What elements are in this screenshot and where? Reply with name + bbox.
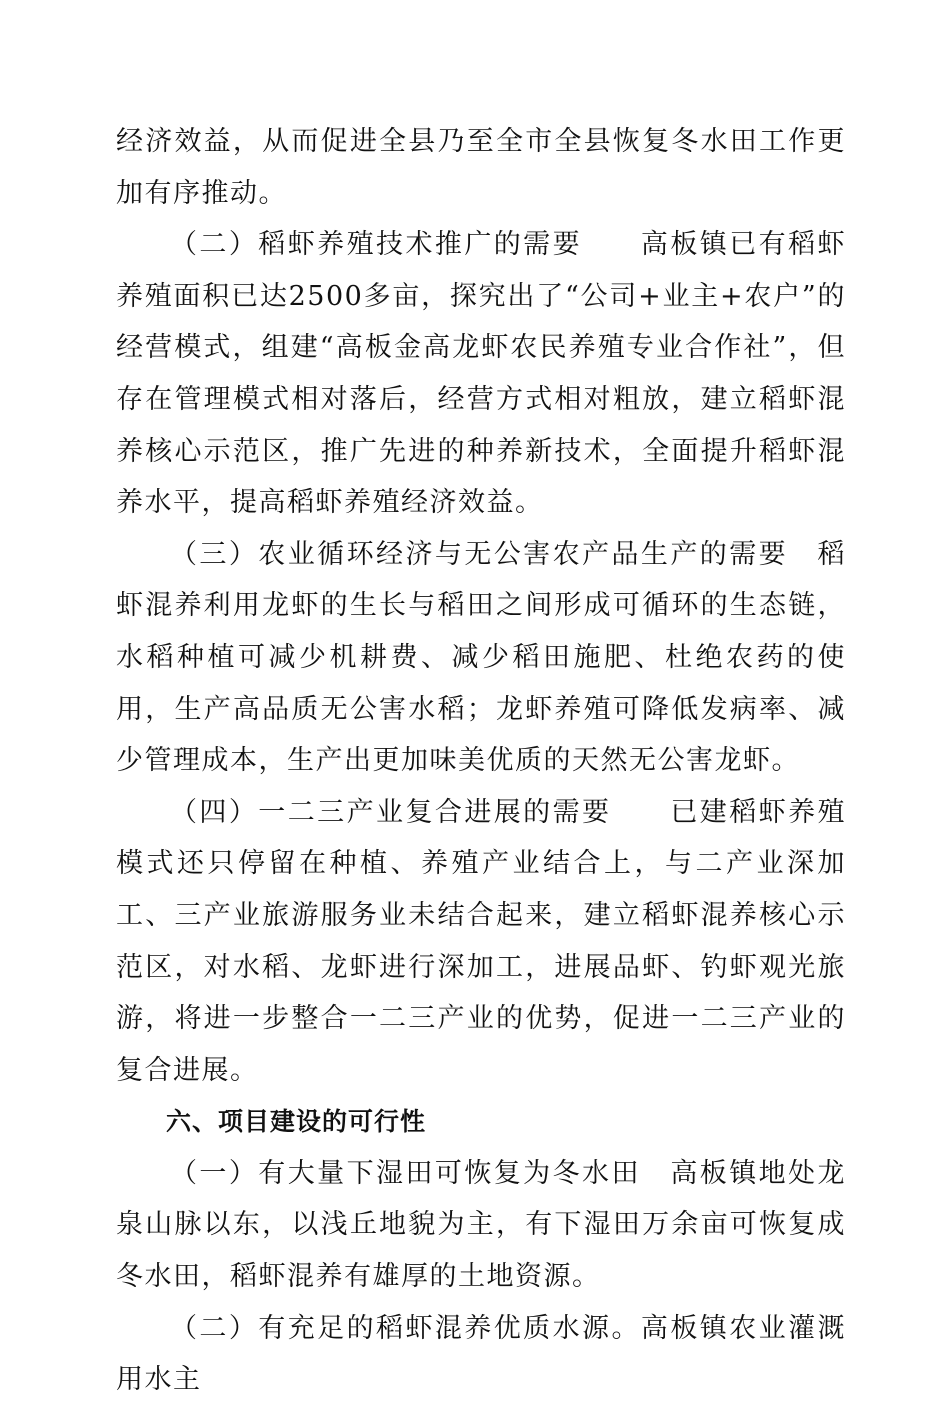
- paragraph-industry-integration: （四）一二三产业复合进展的需要 已建稻虾养殖模式还只停留在种植、养殖产业结合上，与二产业深加工、三产业旅游服务业未结合起来，建立稻虾混养核心示范区，对水稻、龙虾进行深加工，进展品虾、钓虾观光旅游，将进一步整合一二三产业的优势，促进一二三产业的复合进展。: [116, 796, 846, 1086]
- paragraph-rice-shrimp-technology: （二）稻虾养殖技术推广的需要 高板镇已有稻虾养殖面积已达2500多亩，探究出了“公司+业主+农户”的经营模式，组建“高板金高龙虾农民养殖专业合作社”，但存在管理模式相对落后，经营方式相对粗放，建立稻虾混养核心示范区，推广先进的种养新技术，全面提升稻虾混养水平，提高稻虾养殖经济效益。: [116, 229, 846, 519]
- continuation-paragraph: 经济效益，从而促进全县乃至全市全县恢复冬水田工作更加有序推动。: [116, 126, 846, 209]
- paragraph-water-source: （二）有充足的稻虾混养优质水源。高板镇农业灌溉用水主: [116, 1312, 846, 1396]
- document-body: [116, 116, 846, 1406]
- paragraph-circular-economy: （三）农业循环经济与无公害农产品生产的需要 稻虾混养利用龙虾的生长与稻田之间形成可循环的生态链，水稻种植可减少机耕费、减少稻田施肥、杜绝农药的使用，生产高品质无公害水稻；龙虾养殖可降低发病率、减少管理成本，生产出更加味美优质的天然无公害龙虾。: [116, 538, 846, 777]
- paragraph-wetland-resources: （一）有大量下湿田可恢复为冬水田 高板镇地处龙泉山脉以东，以浅丘地貌为主，有下湿田万余亩可恢复成冬水田，稻虾混养有雄厚的土地资源。: [116, 1157, 846, 1293]
- section-heading-feasibility: 六、项目建设的可行性: [166, 1107, 427, 1137]
